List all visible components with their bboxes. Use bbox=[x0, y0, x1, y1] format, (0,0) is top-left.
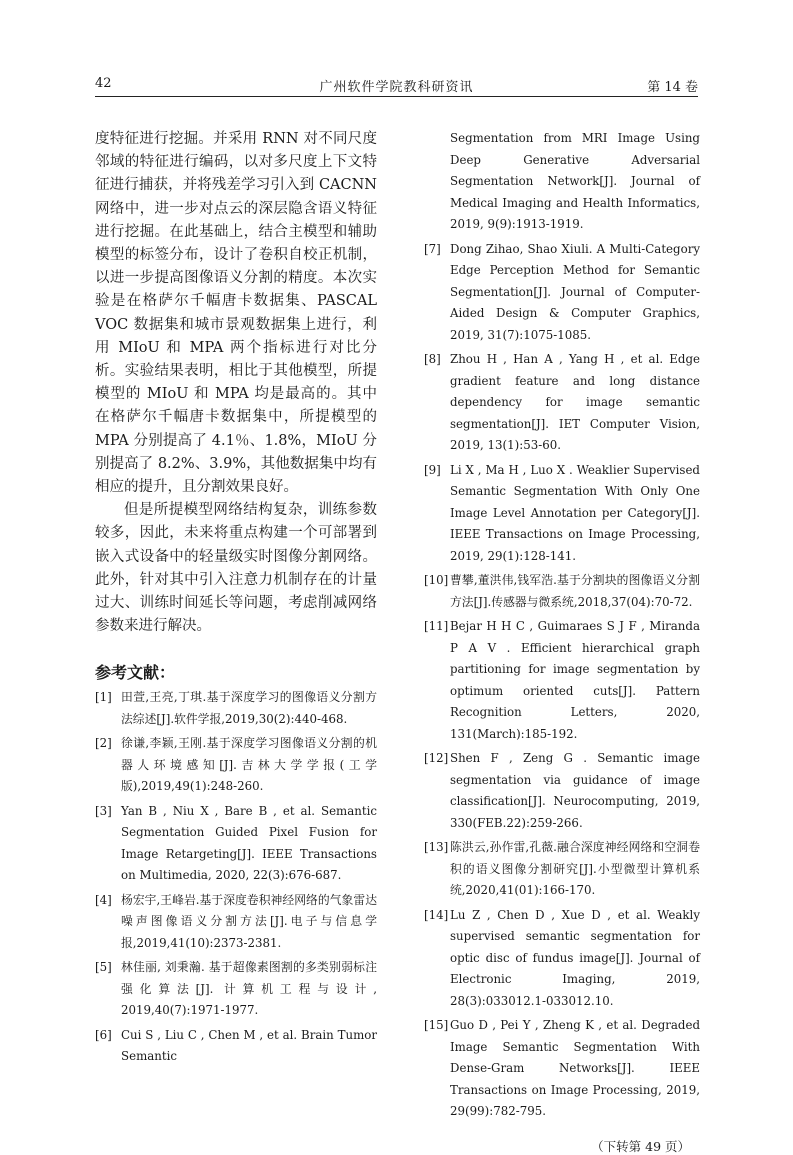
reference-number: [7] bbox=[424, 241, 441, 256]
reference-continuation bbox=[424, 128, 700, 236]
reference-text: Dong Zihao, Shao Xiuli. A Multi-Category Edge Perception Method for Semantic Segmentation[J]. Journal of Computer-Aided Design & Computer Graphics, 2019, 31(7):1075-1085. bbox=[450, 241, 700, 342]
reference-item bbox=[424, 570, 700, 613]
right-column bbox=[424, 128, 700, 1155]
body-paragraph-2: 但是所提模型网络结构复杂，训练参数较多，因此，未来将重点构建一个可部署到嵌入式设备中的轻量级实时图像分割网络。此外，针对其中引入注意力机制存在的计量过大、训练时间延长等问题，考虑削减网络参数来进行解决。 bbox=[95, 502, 377, 635]
page-number: 42 bbox=[95, 76, 112, 91]
reference-text: Segmentation from MRI Image Using Deep Generative Adversarial Segmentation Network[J]. Journal of Medical Imaging and Health Informatics, 2019, 9(9):1913-1919. bbox=[450, 131, 700, 231]
reference-item bbox=[424, 748, 700, 834]
reference-text: Cui S , Liu C , Chen M , et al. Brain Tumor Semantic bbox=[121, 1027, 377, 1064]
reference-text: 田萱,王亮,丁琪.基于深度学习的图像语义分割方法综述[J].软件学报,2019,30(2):440-468. bbox=[121, 690, 377, 726]
reference-text: Guo D , Pei Y , Zheng K , et al. Degraded Image Semantic Segmentation With Dense-Gram Networks[J]. IEEE Transactions on Image Processing, 2019, 29(99):782-795. bbox=[450, 1018, 700, 1118]
reference-item bbox=[95, 957, 377, 1022]
reference-item bbox=[424, 239, 700, 347]
reference-item bbox=[95, 801, 377, 887]
body-paragraph-1: 度特征进行挖掘。并采用 RNN 对不同尺度邻域的特征进行编码，以对多尺度上下文特征进行捕获，并将残差学习引入到 CACNN 网络中，进一步对点云的深层隐含语义特征进行挖掘。在此基础上，结合主模型和辅助模型的标签分布，设计了卷积自校正机制，以进一步提高图像语义分割的精度。本次实验是在格萨尔千幅唐卡数据集、PASCAL VOC 数据集和城市景观数据集上进行，利用 MIoU 和 MPA 两个指标进行对比分析。实验结果表明，相比于其他模型，所提模型的 MIoU 和 MPA 均是最高的。其中在格萨尔千幅唐卡数据集中，所提模型的 MPA 分别提高了 4.1％、1.8%，MIoU 分别提高了 8.2%、3.9%，其他数据集中均有相应的提升，且分割效果良好。 bbox=[95, 131, 377, 496]
left-column bbox=[95, 128, 377, 1071]
reference-item bbox=[95, 890, 377, 955]
reference-number: [10] bbox=[424, 573, 449, 587]
reference-number: [11] bbox=[424, 619, 449, 633]
reference-number: [14] bbox=[424, 907, 449, 922]
reference-item bbox=[424, 1015, 700, 1123]
reference-item bbox=[424, 349, 700, 457]
reference-number: [4] bbox=[95, 892, 112, 907]
references-heading: 参考文献： bbox=[95, 663, 176, 683]
volume-label: 第 14 卷 bbox=[647, 80, 698, 95]
reference-number: [1] bbox=[95, 690, 112, 705]
reference-item bbox=[95, 1025, 377, 1068]
reference-text: 林佳丽, 刘秉瀚. 基于超像素图割的多类别弱标注强化算法[J]. 计算机工程与设计, 2019,40(7):1971-1977. bbox=[121, 960, 377, 1018]
reference-text: 徐谦,李颖,王刚.基于深度学习图像语义分割的机器人环境感知[J].吉林大学学报(工学版),2019,49(1):248-260. bbox=[121, 736, 377, 794]
journal-title: 广州软件学院教科研资讯 bbox=[319, 80, 474, 95]
reference-text: 陈洪云,孙作雷,孔薇.融合深度神经网络和空洞卷积的语义图像分割研究[J].小型微型计算机系统,2020,41(01):166-170. bbox=[450, 840, 700, 897]
reference-item bbox=[424, 837, 700, 902]
reference-item bbox=[424, 905, 700, 1013]
reference-text: 曹攀,董洪伟,钱军浩.基于分割块的图像语义分割方法[J].传感器与微系统,2018,37(04):70-72. bbox=[450, 573, 700, 609]
reference-number: [13] bbox=[424, 840, 449, 854]
reference-number: [12] bbox=[424, 751, 449, 765]
reference-text: Li X , Ma H , Luo X . Weaklier Supervised Semantic Segmentation With Only One Image Level Annotation per Category[J]. IEEE Transactions on Image Processing, 2019, 29(1):128-141. bbox=[450, 462, 700, 563]
running-header bbox=[95, 74, 698, 97]
reference-text: Shen F , Zeng G . Semantic image segmentation via guidance of image classification[J]. Neurocomputing, 2019, 330(FEB.22):259-266. bbox=[450, 751, 700, 830]
reference-text: 杨宏宇,王峰岩.基于深度卷积神经网络的气象雷达噪声图像语义分割方法[J].电子与信息学报,2019,41(10):2373-2381. bbox=[121, 892, 377, 950]
reference-item bbox=[424, 460, 700, 568]
reference-item bbox=[95, 687, 377, 730]
reference-number: [9] bbox=[424, 462, 441, 477]
reference-item bbox=[95, 733, 377, 798]
reference-number: [5] bbox=[95, 960, 112, 975]
reference-text: Zhou H , Han A , Yang H , et al. Edge gradient feature and long distance dependency for image semantic segmentation[J]. IET Computer Vision, 2019, 13(1):53-60. bbox=[450, 352, 700, 452]
reference-number: [6] bbox=[95, 1027, 112, 1042]
reference-number: [15] bbox=[424, 1018, 449, 1032]
continued-note: （下转第 49 页） bbox=[591, 1138, 690, 1154]
reference-number: [8] bbox=[424, 352, 441, 366]
reference-text: Yan B , Niu X , Bare B , et al. Semantic Segmentation Guided Pixel Fusion for Image Retargeting[J]. IEEE Transactions on Multimedia, 2020, 22(3):676-687. bbox=[121, 803, 377, 883]
reference-text: Bejar H H C , Guimaraes S J F , Miranda P A V . Efficient hierarchical graph partitioning for image segmentation by optimum oriented cuts[J]. Pattern Recognition Letters, 2020, 131(March):185-192. bbox=[450, 619, 700, 741]
reference-item bbox=[424, 616, 700, 745]
reference-text: Lu Z , Chen D , Xue D , et al. Weakly supervised semantic segmentation for optic disc of fundus image[J]. Journal of Electronic Imaging, 2019, 28(3):033012.1-033012.10. bbox=[450, 907, 700, 1008]
reference-number: [2] bbox=[95, 736, 112, 751]
reference-number: [3] bbox=[95, 803, 112, 818]
